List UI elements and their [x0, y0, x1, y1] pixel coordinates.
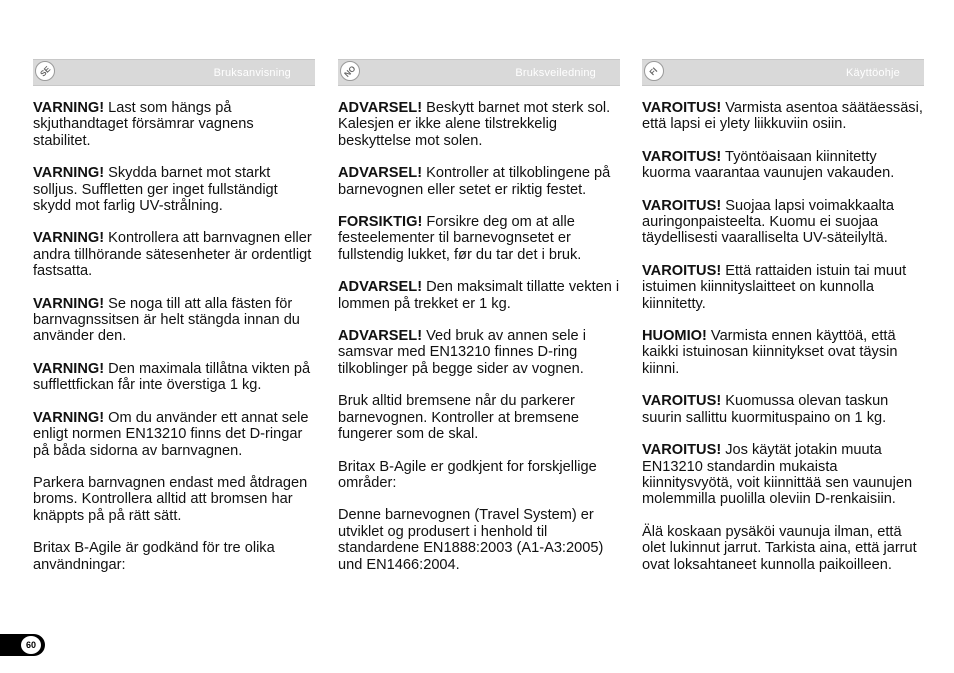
paragraph [642, 524, 924, 573]
warning-label: ADVARSEL! [338, 328, 423, 345]
paragraph [33, 230, 315, 279]
warning-label: VARNING! [33, 230, 105, 247]
paragraph [642, 393, 924, 426]
paragraph [33, 361, 315, 394]
paragraph [33, 475, 315, 524]
warning-label: VAROITUS! [642, 262, 722, 279]
page-number: 60 [21, 636, 41, 654]
paragraph [338, 279, 620, 312]
paragraph-text: Beskytt barnet mot sterk sol. Kalesjen er ikke alene tilstrekkelig beskyttelse mot solen. [338, 100, 611, 149]
section-title: Bruksanvisning [213, 67, 291, 79]
paragraph [642, 328, 924, 377]
paragraph-text: Jos käytät jotakin muuta EN13210 standardin mukaista kiinnitysvyötä, voit kiinnittää sen vaunujen molemmilla puolilla oleviin D-renkaisiin. [642, 442, 913, 508]
paragraph [338, 214, 620, 263]
section-header-bar [33, 59, 315, 86]
paragraph-text: Kuomussa olevan taskun suurin sallittu kuormituspaino on 1 kg. [642, 393, 889, 426]
warning-label: ADVARSEL! [338, 279, 423, 296]
page-number-tab [0, 634, 45, 656]
paragraph-text: Kontroller at tilkoblingene på barnevognen eller setet er riktig festet. [338, 165, 611, 198]
language-badge [340, 61, 360, 81]
column-se [33, 59, 315, 589]
language-badge [35, 61, 55, 81]
paragraph [338, 459, 620, 492]
paragraph-text: Työntöaisaan kiinnitetty kuorma vaarantaa vaunujen vakauden. [642, 148, 895, 182]
warning-label: VAROITUS! [642, 148, 722, 165]
paragraph [642, 149, 924, 182]
warning-label: ADVARSEL! [338, 165, 423, 182]
warning-label: HUOMIO! [642, 328, 707, 345]
paragraph [33, 165, 315, 214]
paragraph-text: Kontrollera att barnvagnen eller andra tillhörande sätesenheter är ordentligt fastsatta. [33, 230, 312, 280]
paragraph [642, 263, 924, 312]
paragraph-list [642, 100, 924, 573]
warning-label: VAROITUS! [642, 100, 722, 116]
paragraph-text: Parkera barnvagnen endast med åtdragen broms. Kontrollera alltid att bromsen har knäppts på på rätt sätt. [33, 474, 308, 524]
warning-label: VARNING! [33, 360, 105, 377]
paragraph [642, 100, 924, 133]
language-code: SE [38, 64, 52, 78]
paragraph [33, 100, 315, 149]
paragraph-text: Suojaa lapsi voimakkaalta auringonpaisteelta. Kuomu ei suojaa täydellisesti vaaralliselta UV-säteilyltä. [642, 197, 894, 247]
warning-label: FORSIKTIG! [338, 214, 423, 231]
paragraph [338, 100, 620, 149]
column-no [338, 59, 620, 589]
warning-label: VAROITUS! [642, 442, 722, 459]
paragraph-text: Om du använder ett annat sele enligt normen EN13210 finns det D-ringar på båda sidorna av barnvagnen. [33, 409, 309, 459]
paragraph-text: Denne barnevognen (Travel System) er utviklet og produsert i henhold til standardene EN1888:2003 (A1-A3:2005) und EN1466:2004. [338, 507, 604, 573]
paragraph [338, 393, 620, 442]
warning-label: ADVARSEL! [338, 100, 423, 116]
column-fi [642, 59, 924, 589]
paragraph-text: Last som hängs på skjuthandtaget försämrar vagnens stabilitet. [33, 100, 254, 149]
paragraph-text: Ved bruk av annen sele i samsvar med EN13210 finnes D-ring tilkoblinger på begge sider av vognen. [338, 328, 586, 377]
paragraph [642, 442, 924, 508]
paragraph [33, 296, 315, 345]
paragraph-list [338, 100, 620, 573]
paragraph-text: Den maximala tillåtna vikten på sufflettfickan får inte överstiga 1 kg. [33, 360, 311, 394]
paragraph [338, 165, 620, 198]
section-title: Bruksveiledning [515, 67, 596, 79]
warning-label: VARNING! [33, 295, 105, 312]
warning-label: VARNING! [33, 409, 105, 426]
paragraph [338, 507, 620, 573]
language-badge [644, 61, 664, 81]
paragraph-text: Forsikre deg om at alle festeelementer til barnevognsetet er fullstendig lukket, før du tar det i bruk. [338, 214, 582, 263]
paragraph-text: Bruk alltid bremsene når du parkerer barnevognen. Kontroller at bremsene fungerer som de skal. [338, 393, 579, 443]
language-code: FI [648, 65, 660, 77]
paragraph-text: Den maksimalt tillatte vekten i lommen på trekket er 1 kg. [338, 279, 620, 312]
paragraph [33, 410, 315, 459]
language-code: NO [342, 63, 358, 79]
section-header-bar [642, 59, 924, 86]
warning-label: VARNING! [33, 165, 105, 182]
paragraph [33, 540, 315, 573]
paragraph-text: Britax B-Agile är godkänd för tre olika användningar: [33, 540, 275, 573]
paragraph-text: Skydda barnet mot starkt solljus. Suffletten ger inget fullständigt skydd mot farlig UV-strålning. [33, 165, 278, 215]
paragraph [642, 198, 924, 247]
paragraph-text: Britax B-Agile er godkjent for forskjellige områder: [338, 458, 597, 491]
warning-label: VAROITUS! [642, 197, 722, 214]
paragraph-text: Varmista ennen käyttöä, että kaikki istuinosan kiinnitykset ovat täysin kiinni. [642, 328, 898, 377]
paragraph-list [33, 100, 315, 573]
paragraph-text: Varmista asentoa säätäessäsi, että lapsi ei ylety liikkuviin osiin. [642, 100, 923, 133]
section-title: Käyttöohje [846, 67, 900, 79]
paragraph [338, 328, 620, 377]
section-header-bar [338, 59, 620, 86]
paragraph-text: Se noga till att alla fästen för barnvagnssitsen är helt stängda innan du använder den. [33, 295, 300, 345]
warning-label: VARNING! [33, 100, 105, 116]
paragraph-text: Älä koskaan pysäköi vaunuja ilman, että olet lukinnut jarrut. Tarkista aina, että jarrut ovat loksahtaneet kunnolla paikoilleen. [642, 523, 917, 573]
paragraph-text: Että rattaiden istuin tai muut istuimen kiinnityslaitteet on kunnolla kiinnitetty. [642, 262, 907, 312]
warning-label: VAROITUS! [642, 393, 722, 410]
